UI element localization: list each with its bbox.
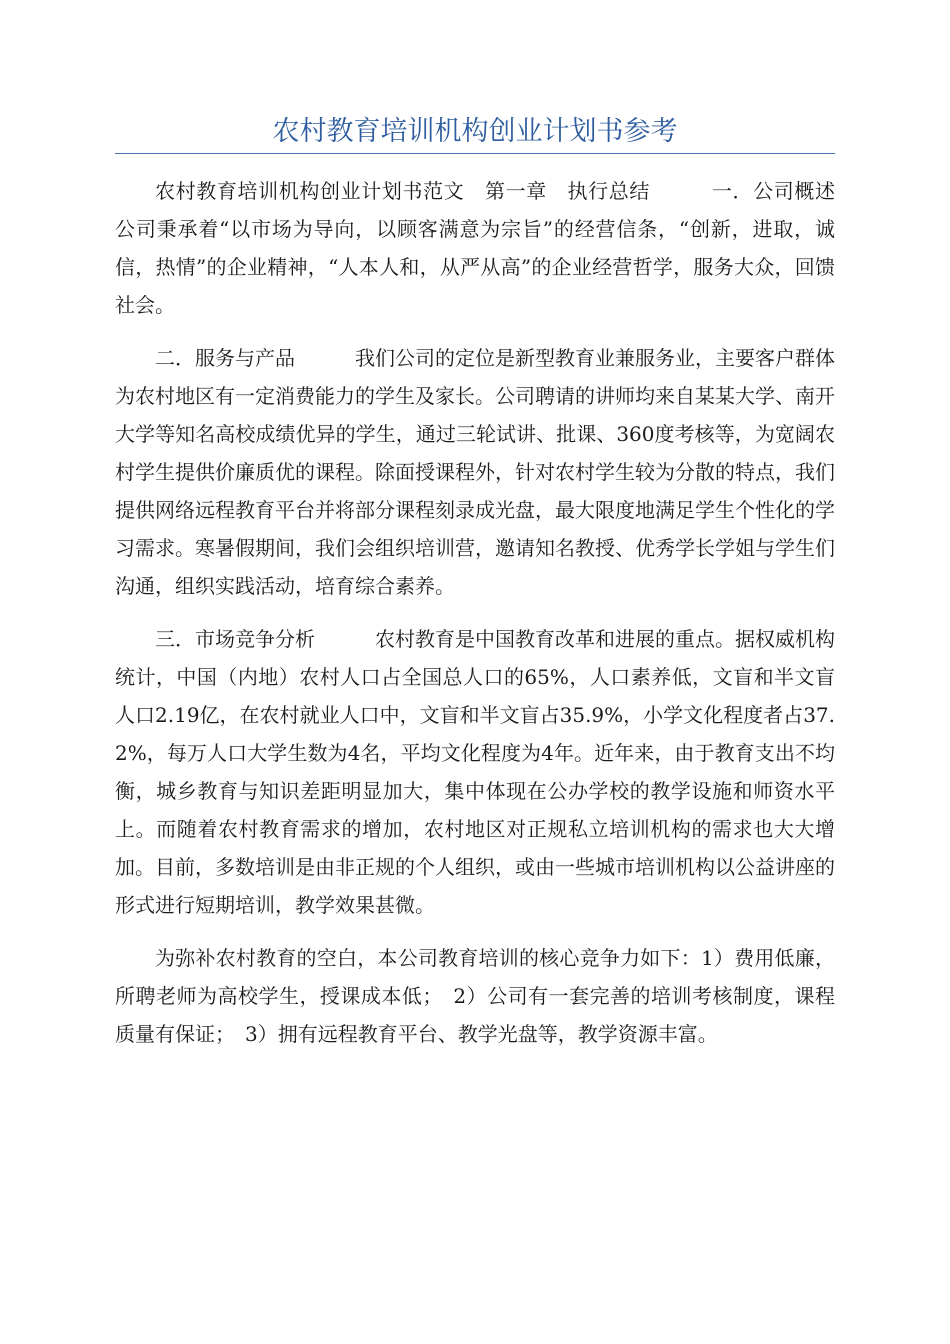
- document-title: 农村教育培训机构创业计划书参考: [272, 116, 678, 147]
- document-body: [115, 172, 895, 1068]
- paragraph-executive-summary: 农村教育培训机构创业计划书范文 第一章 执行总结 一．公司概述 公司秉承着“以市场为导向，以顾客满意为宗旨”的经营信条，“创新，进取，诚信，热情”的企业精神，“人本人和，从严从高”的企业经营哲学，服务大众，回馈社会。: [115, 179, 895, 317]
- paragraph-market-analysis: 三．市场竞争分析 农村教育是中国教育改革和进展的重点。据权威机构统计，中国（内地）农村人口占全国总人口的65%，人口素养低，文盲和半文盲人口2.19亿，在农村就业人口中，文盲和半文盲占35.9%，小学文化程度者占37.2%，每万人口大学生数为4名，平均文化程度为4年。近年来，由于教育支出不均衡，城乡教育与知识差距明显加大，集中体现在公办学校的教学设施和师资水平上。而随着农村教育需求的增加，农村地区对正规私立培训机构的需求也大大增加。目前，多数培训是由非正规的个人组织，或由一些城市培训机构以公益讲座的形式进行短期培训，教学效果甚微。: [115, 627, 835, 917]
- paragraph-services-products: 二．服务与产品 我们公司的定位是新型教育业兼服务业，主要客户群体为农村地区有一定消费能力的学生及家长。公司聘请的讲师均来自某某大学、南开大学等知名高校成绩优异的学生，通过三轮试讲、批课、360度考核等，为宽阔农村学生提供价廉质优的课程。除面授课程外，针对农村学生较为分散的特点，我们提供网络远程教育平台并将部分课程刻录成光盘，最大限度地满足学生个性化的学习需求。寒暑假期间，我们会组织培训营，邀请知名教授、优秀学长学姐与学生们沟通，组织实践活动，培育综合素养。: [115, 346, 835, 598]
- paragraph-core-competence: 为弥补农村教育的空白，本公司教育培训的核心竞争力如下：1）费用低廉，所聘老师为高校学生，授课成本低； 2）公司有一套完善的培训考核制度，课程质量有保证； 3）拥有远程教育平台、教学光盘等，教学资源丰富。: [115, 946, 835, 1046]
- title-underline: [115, 153, 835, 154]
